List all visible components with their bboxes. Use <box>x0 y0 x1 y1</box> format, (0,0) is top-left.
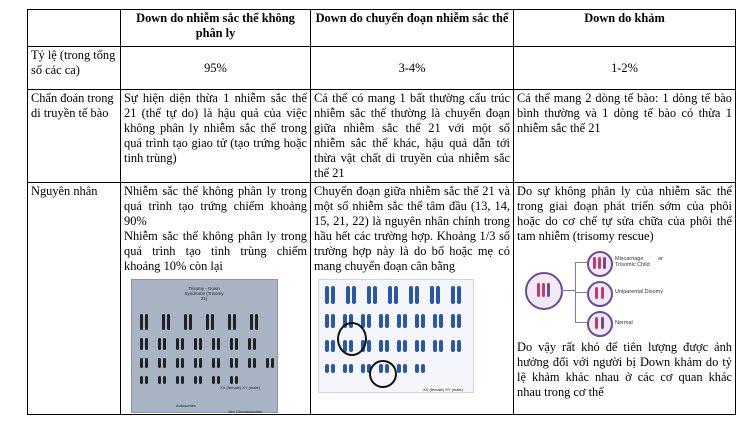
chromosome-glyph <box>217 358 220 368</box>
chromosome-glyph <box>199 358 202 368</box>
chromosome-glyph <box>397 364 401 373</box>
chromosome-glyph <box>421 340 425 352</box>
chromosome-glyph <box>433 314 437 328</box>
karyotype-sex-labels: XX (female) XY (male) <box>220 385 260 390</box>
chromosome-glyph <box>250 314 253 330</box>
chromosome-glyph <box>206 314 209 330</box>
diagnosis-mosaic: Cá thể mang 2 dòng tế bào: 1 dòng tế bào bình thường và 1 dòng tế bào có thừa 1 nhiễm sắc thể 21 <box>514 90 736 183</box>
chromosome-glyph <box>346 286 350 304</box>
chromosome-glyph <box>162 314 165 330</box>
chromosome-glyph <box>415 364 419 373</box>
chromosome-glyph <box>403 314 407 328</box>
karyotype-footer-left: Autosomes <box>176 403 197 408</box>
cause-translocation-text: Chuyển đoạn giữa nhiễm sắc thể 21 và một số nhiễm sắc thể tâm đầu (13, 14, 15, 21, 22) là nguyên nhân chính trong hầu hết các trường hợp. Khoảng 1/3 số trường hợp này là do bố hoặc mẹ có mang chuyển đoạn cân bằng <box>314 184 510 273</box>
chromosome-glyph <box>331 314 335 328</box>
chromosome-glyph <box>194 376 197 384</box>
chromosome-glyph <box>176 376 179 384</box>
chromosome-glyph <box>361 364 365 373</box>
chromosome-glyph <box>325 364 329 373</box>
label-normal: Normal <box>615 320 633 326</box>
karyotype-footer-right: Sex Chromosomes <box>228 409 263 414</box>
header-translocation: Down do chuyển đoạn nhiễm sắc thể <box>311 10 514 47</box>
header-nondisjunction: Down do nhiễm sắc thể không phân ly <box>121 10 311 47</box>
chromosome-glyph <box>145 376 148 384</box>
cause-mosaic-text-1: Do sự không phân ly của nhiễm sắc thể trong giai đoạn phát triển sớm của phôi hoặc do cơ chế tự sửa chữa của phôi thể tam nhiễm (trisomy rescue) <box>517 184 732 243</box>
karyotype-image <box>131 279 278 413</box>
chromosome-glyph <box>421 364 425 373</box>
chromosome-glyph <box>189 314 192 330</box>
chromosome-glyph <box>436 286 440 304</box>
mosaic-diagram <box>523 250 663 334</box>
chromosome-glyph <box>194 338 197 350</box>
chromosome-glyph <box>385 340 389 352</box>
chromosome-glyph <box>439 340 443 352</box>
chromosome-glyph <box>379 340 383 352</box>
chromosome-glyph <box>176 338 179 350</box>
chromosome-glyph <box>163 338 166 350</box>
chromosome-glyph <box>145 314 148 330</box>
chromosome-glyph <box>253 338 256 350</box>
translocation-highlight-circle <box>337 322 367 356</box>
chromosome-glyph <box>331 364 335 373</box>
chromosome-glyph <box>379 314 383 328</box>
chromosome-glyph <box>271 358 274 368</box>
translocation-sex-labels: XX (female) XY (male) <box>423 387 463 392</box>
chromosome-glyph <box>235 338 238 350</box>
chromosome-glyph <box>457 340 461 352</box>
label-uniparental: Uniparental Disomy <box>615 289 663 295</box>
chromosome-glyph <box>140 314 143 330</box>
chromosome-glyph <box>388 286 392 304</box>
row-label-rate: Tỷ lệ (trong tổng số các ca) <box>28 47 121 90</box>
chromosome-glyph <box>255 314 258 330</box>
chromosome-glyph <box>181 338 184 350</box>
chromosome-glyph <box>343 364 347 373</box>
comparison-table <box>27 9 736 415</box>
cause-mosaic-text-2: Do vậy rất khó để tiên lượng được ảnh hưởng đối với người bị Down khảm do tỷ lệ khảm khác nhau ở các cơ quan khác nhau trong cơ thể <box>517 340 732 399</box>
karyotype-title: Trisomy - Down Syndrome (Trisomy 21) <box>184 286 224 301</box>
chromosome-glyph <box>457 314 461 328</box>
rate-mosaic: 1-2% <box>514 47 736 90</box>
chromosome-glyph <box>397 340 401 352</box>
chromosome-glyph <box>421 314 425 328</box>
chromosome-glyph <box>212 358 215 368</box>
diagnosis-translocation: Cá thể có mang 1 bất thường cấu trúc nhiễm sắc thể thường là chuyển đoạn giữa nhiễm sắc thể 21 với một số nhiễm sắc thể khác, hậu quả dẫn tới thừa vật chất di truyền của nhiễm sắc thể 21 <box>311 90 514 183</box>
chromosome-glyph <box>184 314 187 330</box>
chromosome-glyph <box>163 358 166 368</box>
chromosome-glyph <box>140 338 143 350</box>
chromosome-glyph <box>194 358 197 368</box>
chromosome-glyph <box>176 358 179 368</box>
chromosome-glyph <box>140 376 143 384</box>
chromosome-glyph <box>248 358 251 368</box>
chromosome-glyph <box>403 364 407 373</box>
chromosome-glyph <box>415 314 419 328</box>
header-empty <box>28 10 121 47</box>
chromosome-glyph <box>385 314 389 328</box>
chromosome-glyph <box>235 358 238 368</box>
chromosome-glyph <box>397 314 401 328</box>
header-row <box>28 10 736 47</box>
chromosome-glyph <box>199 338 202 350</box>
chromosome-glyph <box>253 358 256 368</box>
cell-normal <box>587 311 613 337</box>
chromosome-glyph <box>233 314 236 330</box>
chromosome-glyph <box>158 376 161 384</box>
row-diagnosis <box>28 90 736 183</box>
row-rate <box>28 47 736 90</box>
label-miscarriage: Miscarriage or Trisomic Child <box>615 256 663 268</box>
chromosome-glyph <box>451 314 455 328</box>
chromosome-glyph <box>367 286 371 304</box>
chromosome-glyph <box>248 338 251 350</box>
chromosome-glyph <box>415 286 419 304</box>
chromosome-glyph <box>211 314 214 330</box>
cause-translocation <box>311 183 514 415</box>
chromosome-glyph <box>349 364 353 373</box>
chromosome-glyph <box>439 314 443 328</box>
cause-mosaic <box>514 183 736 415</box>
chromosome-glyph <box>457 286 461 304</box>
chromosome-glyph <box>433 340 437 352</box>
row-cause <box>28 183 736 415</box>
chromosome-glyph <box>212 338 215 350</box>
cell-uniparental <box>587 281 613 307</box>
chromosome-glyph <box>451 340 455 352</box>
chromosome-glyph <box>325 340 329 352</box>
translocation-karyotype-image <box>318 279 474 393</box>
rate-nondisjunction: 95% <box>121 47 311 90</box>
chromosome-glyph <box>167 314 170 330</box>
chromosome-glyph <box>266 358 269 368</box>
chromosome-glyph <box>228 314 231 330</box>
chromosome-glyph <box>217 338 220 350</box>
chromosome-glyph <box>430 286 434 304</box>
chromosome-glyph <box>403 340 407 352</box>
chromosome-glyph <box>415 340 419 352</box>
diagnosis-nondisjunction: Sự hiện diện thừa 1 nhiễm sắc thể 21 (thể tự do) là hậu quả của việc không phân ly nhiễm sắc thể trong quá trình tạo giao tử (tạo trứng hoặc tinh trùng) <box>121 90 311 183</box>
cell-miscarriage <box>587 251 613 277</box>
chromosome-glyph <box>352 286 356 304</box>
chromosome-glyph <box>331 286 335 304</box>
chromosome-glyph <box>230 358 233 368</box>
chromosome-glyph <box>331 340 335 352</box>
chromosome-glyph <box>145 338 148 350</box>
chromosome-glyph <box>199 376 202 384</box>
chromosome-glyph <box>394 286 398 304</box>
chromosome-glyph <box>367 314 371 328</box>
chromosome-glyph <box>158 358 161 368</box>
chromosome-glyph <box>325 286 329 304</box>
rate-translocation: 3-4% <box>311 47 514 90</box>
cause-nondisjunction <box>121 183 311 415</box>
chromosome-glyph <box>230 338 233 350</box>
chromosome-glyph <box>140 358 143 368</box>
row-label-cause: Nguyên nhân <box>28 183 121 415</box>
row-label-diagnosis: Chẩn đoán trong di truyền tế bào <box>28 90 121 183</box>
chromosome-glyph <box>163 376 166 384</box>
chromosome-glyph <box>145 358 148 368</box>
header-mosaic: Down do khảm <box>514 10 736 47</box>
translocation-highlight-circle <box>369 360 397 388</box>
cause-nondisjunction-egg: Nhiễm sắc thể không phân ly trong quá trình tạo trứng chiếm khoảng 90% <box>124 184 307 228</box>
chromosome-glyph <box>212 376 215 384</box>
chromosome-glyph <box>373 286 377 304</box>
chromosome-glyph <box>181 376 184 384</box>
chromosome-glyph <box>158 338 161 350</box>
chromosome-glyph <box>181 358 184 368</box>
chromosome-glyph <box>451 286 455 304</box>
chromosome-glyph <box>409 286 413 304</box>
chromosome-glyph <box>367 340 371 352</box>
cause-nondisjunction-sperm: Nhiễm sắc thể không phân ly trong quá trình tạo tinh trùng chiếm khoảng 10% còn lại <box>124 229 307 273</box>
chromosome-glyph <box>325 314 329 328</box>
trisomic-cell <box>525 272 563 310</box>
